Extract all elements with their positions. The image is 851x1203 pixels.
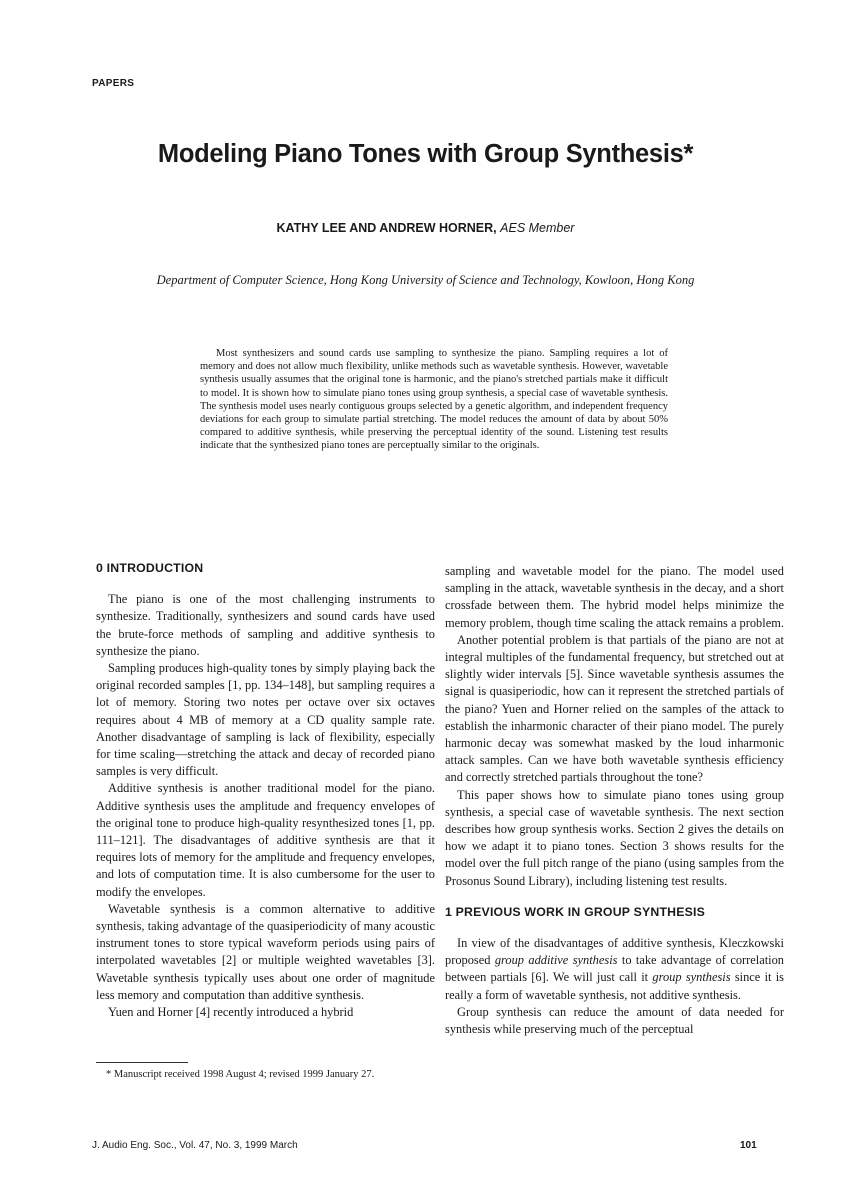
body-paragraph: Additive synthesis is another traditional model for the piano. Additive synthesis uses the amplitude and frequency envelopes of the original tone to produce high-quality resynthesized tones [1, pp. 111–121]. The disadvantages of additive synthesis are that it requires lots of memory for the amplitude and frequency envelopes, and lots of computation time. It is also cumbersome for the user to modify the envelopes. [96,781,435,899]
text-run: to take advantage of correlation between partials [6]. We will just call it [445,953,784,985]
page-number: 101 [740,1140,757,1151]
body-paragraph [445,935,784,1004]
abstract: Most synthesizers and sound cards use sampling to synthesize the piano. Sampling requires a lot of memory and does not allow much flexibility, unlike methods such as wavetable synthesis. However, wavetable synthesis usually assumes that the original tone is harmonic, and the piano's stretched partials make it difficult to model. It is shown how to simulate piano tones using group synthesis, a special case of wavetable synthesis. The synthesis model uses nearly contiguous groups selected by a genetic algorithm, and independent frequency deviations for each group to simulate partial stretching. The model reduces the amount of data by about 50% compared to additive synthesis, while preserving the perceptual identity of the sound. Listening test results indicate that the synthesized piano tones are perceptually similar to the originals. [200,348,668,452]
emphasis-term: group additive synthesis [494,953,618,968]
emphasis-term: group synthesis [652,970,731,985]
body-paragraph: The piano is one of the most challenging instruments to synthesize. Traditionally, synthesizers and sound cards have used the brute-force methods of sampling and additive synthesis to synthesize the piano. [96,592,435,658]
left-column [96,560,435,1021]
affiliation: Department of Computer Science, Hong Kong University of Science and Technology, Kowloon, Hong Kong [156,273,695,287]
text-run: In view of the disadvantages of additive synthesis, Kleczkowski proposed [445,936,784,968]
body-paragraph: Yuen and Horner [4] recently introduced a hybrid [108,1005,354,1020]
body-paragraph: sampling and wavetable model for the piano. The model used sampling in the attack, wavetable synthesis in the decay, and a short crossfade between them. The hybrid model helps minimize the memory problem, though time scaling the attack remains a problem. [445,564,784,630]
author-membership: AES Member [500,221,575,235]
footer-journal-citation: J. Audio Eng. Soc., Vol. 47, No. 3, 1999 March [92,1140,298,1151]
body-paragraph: This paper shows how to simulate piano tones using group synthesis, a special case of wavetable synthesis. The next section describes how group synthesis works. Section 2 gives the details on how we adapt it to piano tones. Section 3 shows results for the model over the full pitch range of the piano (using samples from the Prosonus Sound Library), including listening test results. [445,787,784,888]
text-run: since it is really a form of wavetable synthesis, not additive synthesis. [445,970,784,1002]
section-heading-previous-work: 1 PREVIOUS WORK IN GROUP SYNTHESIS [445,904,706,919]
body-paragraph: Another potential problem is that partials of the piano are not at integral multiples of the fundamental frequency, but stretched out at slightly wider intervals [5]. Since wavetable synthesis assumes the signal is quasiperiodic, how can it represent the stretched partials of the piano? Yuen and Horner relied on the samples of the attack to establish the inharmonic character of their piano model. The purely harmonic decay was somewhat masked by the loud inharmonic attack samples. Can we have both wavetable synthesis efficiency and correctly stretched partials throughout the tone? [445,632,784,785]
footnote: * Manuscript received 1998 August 4; revised 1999 January 27. [106,1069,375,1080]
author-line [0,221,851,235]
author-names: KATHY LEE AND ANDREW HORNER, [276,221,497,235]
section-heading-introduction: 0 INTRODUCTION [96,561,204,575]
footnote-rule [96,1062,188,1063]
paper-title: Modeling Piano Tones with Group Synthesis* [157,140,694,168]
section-label: PAPERS [92,78,135,89]
right-column [445,563,784,1038]
body-paragraph: Group synthesis can reduce the amount of data needed for synthesis while preserving much of the perceptual [445,1004,784,1037]
body-paragraph: Wavetable synthesis is a common alternative to additive synthesis, taking advantage of the quasiperiodicity of many acoustic instrument tones to store typical waveform periods using pairs of interpolated wavetables [2] or multiple weighted wavetables [3]. Wavetable synthesis typically uses about one order of magnitude less memory and computation than additive synthesis. [96,901,435,1002]
body-paragraph: Sampling produces high-quality tones by simply playing back the original recorded samples [1, pp. 134–148], but sampling requires a lot of memory. Storing two notes per octave over six octaves requires about 4 MB of memory at a CD quality sample rate. Another disadvantage of sampling is lack of flexibility, especially for time scaling—stretching the attack and decay of recorded piano samples is very difficult. [96,661,435,779]
